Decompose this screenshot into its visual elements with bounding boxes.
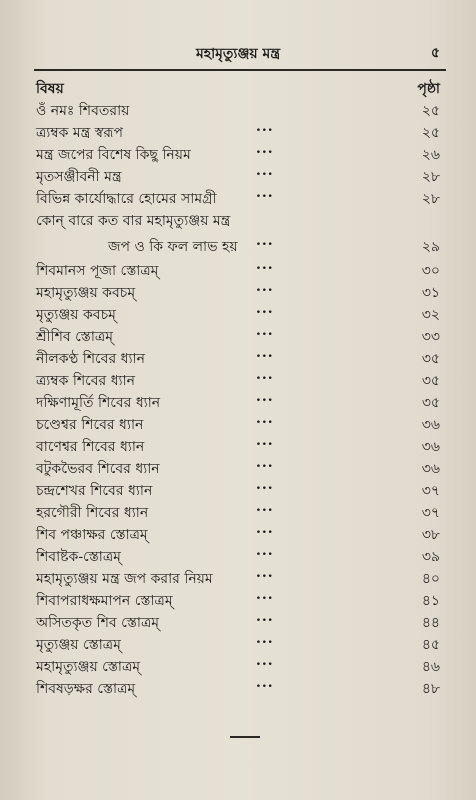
toc-entry — [36, 587, 446, 609]
toc-page-heading: পৃষ্ঠা — [417, 81, 440, 97]
toc-entry — [36, 609, 446, 631]
toc-entry — [36, 207, 446, 257]
toc-entry-title: দক্ষিণামূর্তি শিবের ধ্যান — [36, 395, 161, 411]
running-head — [0, 40, 476, 62]
toc-entry-page: ৩০ — [421, 263, 440, 279]
toc-column-header — [36, 77, 446, 97]
toc-entry-page: ৪০ — [421, 571, 440, 587]
toc-entry-title: শিবষড়ক্ষর স্তোত্রম্ — [36, 681, 136, 697]
toc-entry-title: ত্র্যম্বক শিবের ধ্যান — [36, 373, 136, 389]
toc-entry-page: ৩৩ — [421, 329, 440, 345]
toc-entry — [36, 345, 446, 367]
toc-entry-title: কোন্ বারে কত বার মহামৃত্যুঞ্জয় মন্ত্র — [36, 213, 231, 229]
toc-entry — [36, 257, 446, 279]
toc-entry-title: অসিতকৃত শিব স্তোত্রম্ — [36, 615, 160, 631]
toc-entry-page: ৩৬ — [421, 439, 440, 455]
toc-entry — [36, 163, 446, 185]
toc-entry — [36, 477, 446, 499]
toc-entry — [36, 675, 446, 697]
toc-entry-title: মন্ত্র জপের বিশেষ কিছু নিয়ম — [36, 147, 191, 163]
toc-entry-page: ৪৮ — [421, 681, 440, 697]
toc-leader-dots: ... — [256, 119, 274, 135]
toc-entry-title: মহামৃত্যুঞ্জয় স্তোত্রম্ — [36, 659, 141, 675]
page-number: ৫ — [430, 45, 440, 61]
toc-entry-page: ৩৯ — [421, 549, 440, 565]
toc-entry-title: মহামৃত্যুঞ্জয় মন্ত্র জপ করার নিয়ম — [36, 571, 213, 587]
toc-entry-title: হরগৌরী শিবের ধ্যান — [36, 505, 149, 521]
toc-leader-dots: ... — [256, 455, 274, 471]
toc-entry-title: ওঁ নমঃ শিবতরায় — [36, 103, 130, 119]
toc-entry-title: শিবমানস পূজা স্তোত্রম্ — [36, 263, 159, 279]
toc-entry-title: ত্র্যম্বক মন্ত্র স্বরূপ — [36, 125, 124, 141]
toc-leader-dots: ... — [256, 587, 274, 603]
toc-entry-title-continued: জপ ও কি ফল লাভ হয় — [108, 239, 238, 255]
toc-leader-dots: ... — [256, 565, 274, 581]
toc-entry-title: শ্রীশিব স্তোত্রম্ — [36, 329, 113, 345]
toc-entry-title: মৃতসঞ্জীবনী মন্ত্র — [36, 169, 122, 185]
toc-entry — [36, 367, 446, 389]
toc-entry — [36, 499, 446, 521]
toc-entry-title: শিব পঞ্চাক্ষর স্তোত্রম্ — [36, 527, 148, 543]
toc-leader-dots: ... — [256, 411, 274, 427]
toc-entry — [36, 141, 446, 163]
toc-entry-page: ৪৬ — [421, 659, 440, 675]
toc-subject-heading: বিষয় — [36, 81, 64, 97]
toc-entry-page: ২৫ — [421, 125, 440, 141]
toc-entry-page: ৩৮ — [421, 527, 440, 543]
toc-entry-page: ২৫ — [421, 103, 440, 119]
toc-leader-dots: ... — [256, 279, 274, 295]
toc-leader-dots: ... — [256, 543, 274, 559]
toc-entry-page: ৩৭ — [421, 505, 440, 521]
toc-entry-page: ৩২ — [421, 307, 440, 323]
toc-leader-dots: ... — [256, 163, 274, 179]
toc-entry — [36, 279, 446, 301]
toc-entry — [36, 119, 446, 141]
toc-entry — [36, 653, 446, 675]
toc-entry-page: ৩৭ — [421, 483, 440, 499]
toc-leader-dots: ... — [256, 521, 274, 537]
toc-leader-dots: ... — [256, 345, 274, 361]
toc-entry — [36, 389, 446, 411]
toc-leader-dots: ... — [256, 233, 274, 249]
toc-entry-page: ৩৫ — [421, 373, 440, 389]
toc-entry-title: বাণেশ্বর শিবের ধ্যান — [36, 439, 145, 455]
toc-entry-page: ৩৬ — [421, 461, 440, 477]
toc-leader-dots: ... — [256, 185, 274, 201]
toc-entry-title: মহামৃত্যুঞ্জয় কবচম্ — [36, 285, 136, 301]
toc-entry — [36, 631, 446, 653]
toc-entry — [36, 543, 446, 565]
toc-entry-title: চন্দ্রশেখর শিবের ধ্যান — [36, 483, 153, 499]
toc-entry-title: মৃত্যুঞ্জয় কবচম্ — [36, 307, 116, 323]
toc-entry-title: চণ্ডেশ্বর শিবের ধ্যান — [36, 417, 144, 433]
toc-leader-dots: ... — [256, 631, 274, 647]
toc-leader-dots: ... — [256, 141, 274, 157]
toc-entry — [36, 455, 446, 477]
toc-entry-page: ৩৫ — [421, 351, 440, 367]
toc-entry-page: ৩৬ — [421, 417, 440, 433]
toc-leader-dots: ... — [256, 499, 274, 515]
footer-dash — [230, 736, 260, 738]
table-of-contents — [36, 97, 446, 697]
toc-entry — [36, 411, 446, 433]
toc-entry — [36, 521, 446, 543]
toc-entry-title: নীলকণ্ঠ শিবের ধ্যান — [36, 351, 145, 367]
toc-entry-page: ৪৪ — [421, 615, 440, 631]
toc-entry-page: ৩১ — [421, 285, 440, 301]
toc-entry — [36, 433, 446, 455]
header-rule — [34, 69, 446, 71]
toc-entry — [36, 97, 446, 119]
toc-leader-dots: ... — [256, 323, 274, 339]
toc-entry-page: ২৬ — [421, 147, 440, 163]
toc-entry — [36, 565, 446, 587]
toc-leader-dots: ... — [256, 433, 274, 449]
toc-leader-dots: ... — [256, 609, 274, 625]
running-head-title: মহামৃত্যুঞ্জয় মন্ত্র — [195, 46, 281, 62]
toc-entry-title: বটুকভৈরব শিবের ধ্যান — [36, 461, 160, 477]
toc-leader-dots: ... — [256, 389, 274, 405]
toc-entry-page: ২৯ — [421, 239, 440, 255]
toc-leader-dots: ... — [256, 653, 274, 669]
toc-entry-page: ৪৫ — [421, 637, 440, 653]
toc-entry-page: ৪১ — [421, 593, 440, 609]
toc-entry — [36, 185, 446, 207]
toc-entry — [36, 301, 446, 323]
toc-leader-dots: ... — [256, 257, 274, 273]
toc-entry-title: শিবাপরাধক্ষমাপন স্তোত্রম্ — [36, 593, 173, 609]
toc-leader-dots: ... — [256, 477, 274, 493]
toc-entry-title: শিবাষ্টক-স্তোত্রম্ — [36, 549, 121, 565]
toc-entry-title: মৃত্যুঞ্জয় স্তোত্রম্ — [36, 637, 121, 653]
toc-entry-page: ৩৫ — [421, 395, 440, 411]
toc-entry — [36, 323, 446, 345]
toc-entry-title: বিভিন্ন কার্যোদ্ধারে হোমের সামগ্রী — [36, 191, 217, 207]
toc-leader-dots: ... — [256, 301, 274, 317]
toc-entry-page: ২৮ — [421, 169, 440, 185]
toc-entry-page: ২৮ — [421, 191, 440, 207]
toc-leader-dots: ... — [256, 675, 274, 691]
toc-leader-dots: ... — [256, 367, 274, 383]
